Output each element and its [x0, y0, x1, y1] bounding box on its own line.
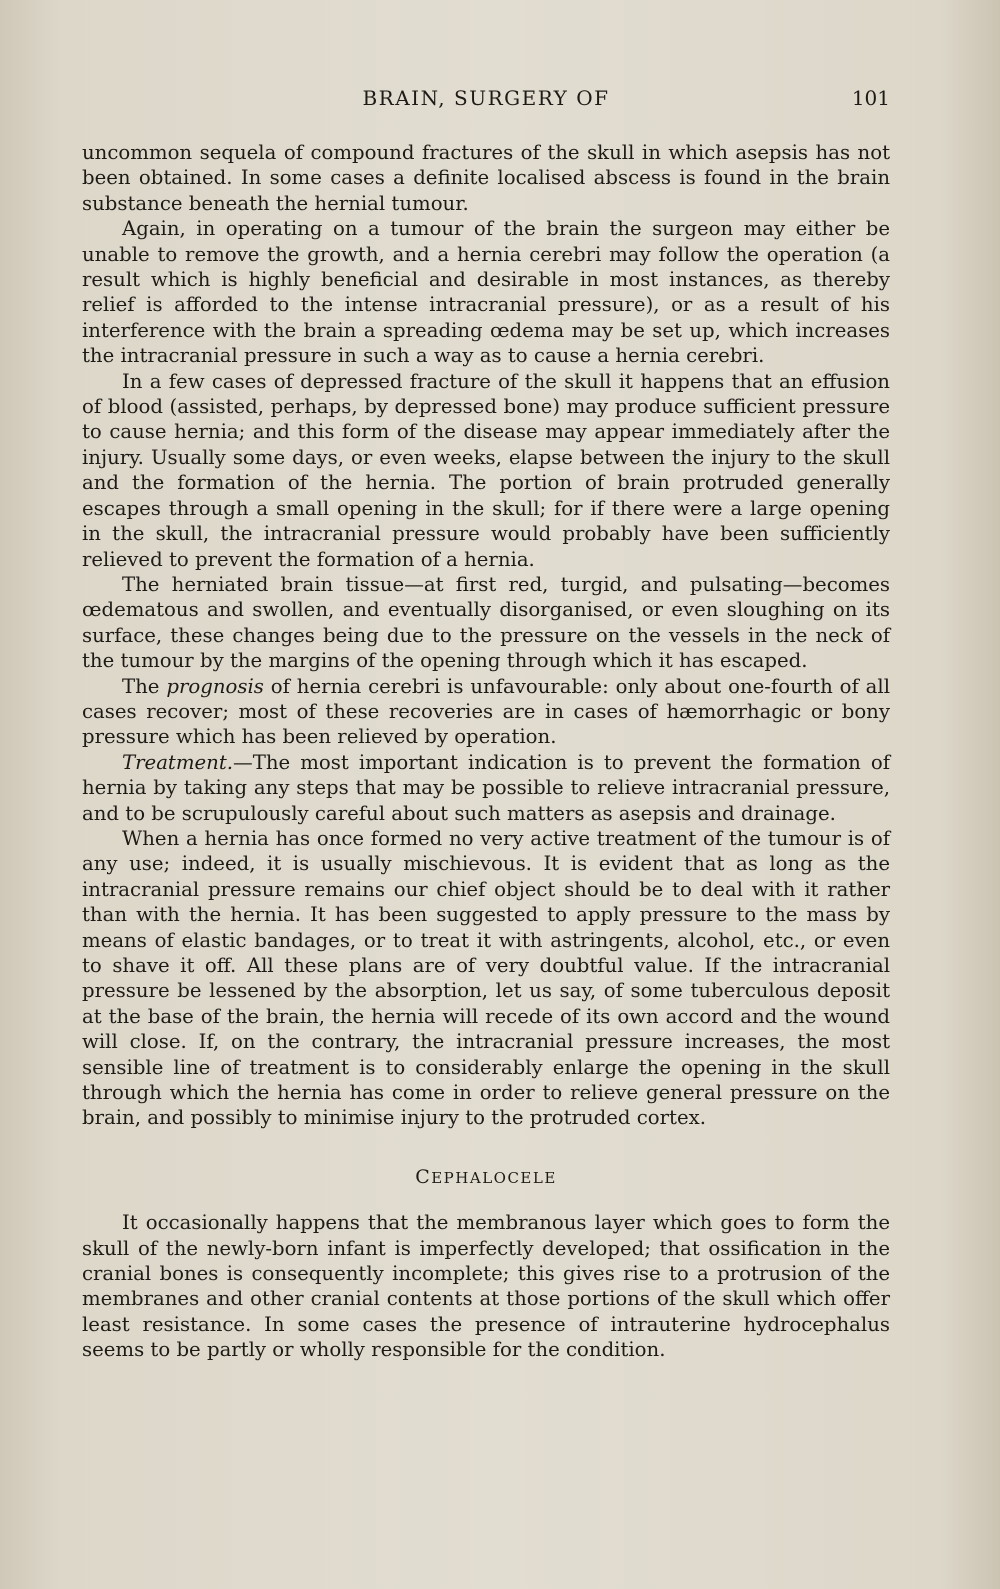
treatment-term: Treatment.: [122, 750, 234, 774]
paragraph-tumour-operation: Again, in operating on a tumour of the brain the surgeon may either be unable to remove the growth, and a hernia cerebri may follow the operation (a result which is highly beneficial and desirable in most instances, as thereby relief is afforded to the intense intracranial pressure), or as a result of his interference with the brain a spreading œdema may be set up, which increases the intracranial pressure in such a way as to cause a hernia cerebri.: [82, 217, 890, 368]
paragraph-hernia-formed: When a hernia has once formed no very active treatment of the tumour is of any use; indeed, it is usually mischievous. It is evident that as long as the intracranial pressure remains our chief object should be to deal with it rather than with the hernia. It has been suggested to apply pressure to the mass by means of elastic bandages, or to treat it with astringents, alcohol, etc., or even to shave it off. All these plans are of very doubtful value. If the intracranial pressure be lessened by the absorption, let us say, of some tuberculous deposit at the base of the brain, the hernia will recede of its own accord and the wound will close. If, on the contrary, the intracranial pressure increases, the most sensible line of treatment is to considerably enlarge the opening in the skull through which the hernia has come in order to relieve general pressure on the brain, and possibly to minimise injury to the protruded cortex.: [82, 826, 890, 1130]
prognosis-term: prognosis: [166, 674, 264, 698]
paragraph-continuation: uncommon sequela of compound fractures of the skull in which asepsis has not been obtained. In some cases a definite localised abscess is found in the brain substance beneath the hernial tumour.: [82, 141, 890, 215]
treatment-text: —The most important indication is to prevent the formation of hernia by taking any steps that may be possible to relieve intracranial pressure, and to be scrupulously careful about such matters as asepsis and drainage.: [82, 750, 890, 825]
paragraph-herniated-tissue: The herniated brain tissue—at first red, turgid, and pulsating—becomes œdematous and swollen, and eventually disorganised, or even sloughing on its surface, these changes being due to the pressure on the vessels in the neck of the tumour by the margins of the opening through which it has escaped.: [82, 572, 890, 673]
paragraph-treatment: [82, 750, 890, 826]
prognosis-lead: The: [122, 674, 167, 698]
section-heading-initial: C: [415, 1165, 432, 1188]
page-header: [82, 86, 890, 118]
page-number: 101: [851, 86, 890, 110]
page-body: [82, 140, 890, 1363]
paragraph-depressed-fracture: In a few cases of depressed fracture of the skull it happens that an effusion of blood (assisted, perhaps, by depressed bone) may produce sufficient pressure to cause hernia; and this form of the disease may appear immediately after the injury. Usually some days, or even weeks, elapse between the injury to the skull and the formation of the hernia. The portion of brain protruded generally escapes through a small opening in the skull; for if there were a large opening in the skull, the intracranial pressure would probably have been sufficiently relieved to prevent the formation of a hernia.: [82, 369, 890, 571]
running-head: BRAIN, SURGERY OF: [362, 86, 610, 110]
section-heading-cephalocele: [82, 1165, 890, 1191]
paragraph-prognosis: [82, 674, 890, 750]
paragraph-cephalocele: It occasionally happens that the membranous layer which goes to form the skull of the newly-born infant is imperfectly developed; that ossification in the cranial bones is consequently incomplete; this gives rise to a protrusion of the membranes and other cranial contents at those portions of the skull which offer least resistance. In some cases the presence of intrauterine hydrocephalus seems to be partly or wholly responsible for the condition.: [82, 1211, 890, 1362]
section-heading-rest: EPHALOCELE: [431, 1168, 557, 1187]
prognosis-text: of hernia cerebri is unfavourable: only about one-fourth of all cases recover; most of these recoveries are in cases of hæmorrhagic or bony pressure which has been relieved by operation.: [82, 674, 890, 749]
